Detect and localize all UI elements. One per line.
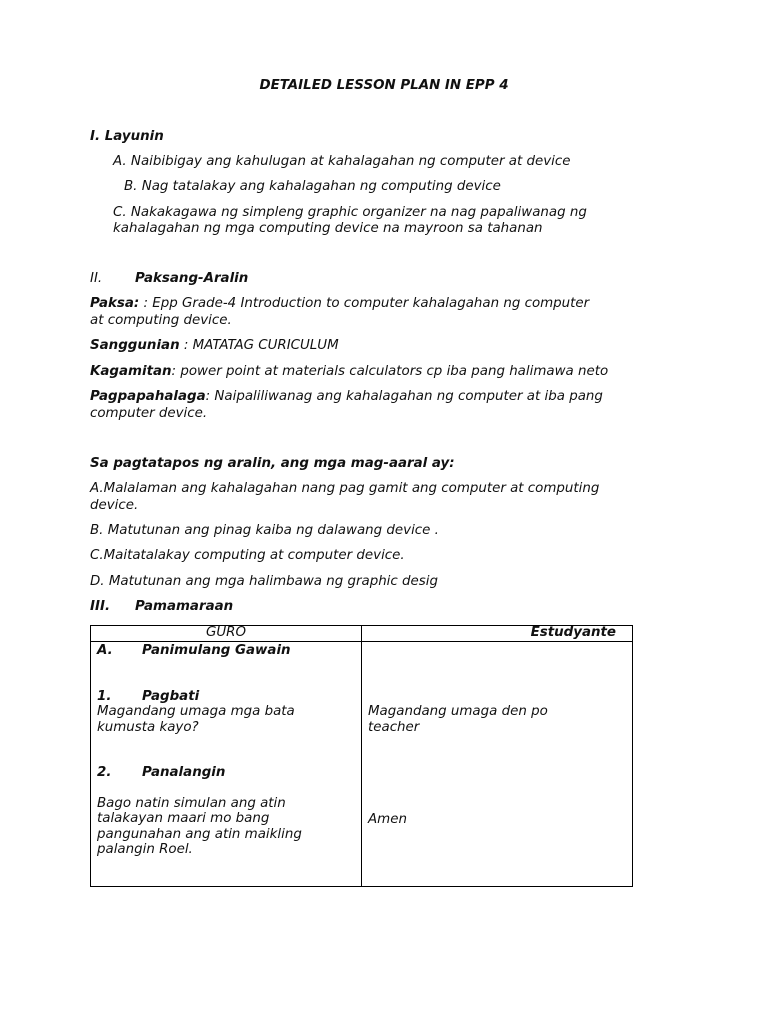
pamamaraan-numeral: III.: [90, 599, 111, 614]
layunin-item-c-cont: kahalagahan ng mga computing device na mayroon sa tahanan: [113, 221, 543, 236]
paksang-aralin-numeral: II.: [90, 271, 103, 286]
panalangin-line-3: pangunahan ang atin maikling: [97, 827, 302, 842]
objective-d: D. Matutunan ang mga halimbawa ng graphic desig: [90, 574, 438, 589]
kagamitan-line: [90, 364, 608, 380]
pagpapahalaga-line: [90, 389, 603, 405]
sanggunian-label: Sanggunian: [90, 338, 180, 353]
column-header-guro-label: GURO: [205, 625, 247, 640]
objective-b: B. Matutunan ang pinag kaiba ng dalawang device .: [90, 523, 439, 538]
pagbati-line-1: Magandang umaga mga bata: [97, 704, 295, 719]
objective-a-cont: device.: [90, 498, 139, 513]
sanggunian-value: : MATATAG CURICULUM: [179, 338, 339, 353]
document-title: DETAILED LESSON PLAN IN EPP 4: [259, 78, 509, 93]
section-a-title: Panimulang Gawain: [142, 643, 291, 658]
pagbati-number: 1.: [97, 689, 112, 704]
table-row: [91, 642, 633, 887]
layunin-item-c: C. Nakakagawa ng simpleng graphic organizer na nag papaliwanag ng: [113, 205, 587, 220]
paksa-line: [90, 296, 589, 312]
panalangin-line-4: palangin Roel.: [97, 842, 193, 857]
paksang-aralin-heading: Paksang-Aralin: [135, 271, 249, 286]
layunin-item-b: B. Nag tatalakay ang kahalagahan ng computing device: [124, 179, 501, 194]
response-greeting-line-1: Magandang umaga den po: [368, 704, 548, 719]
pagpapahalaga-line-cont: computer device.: [90, 406, 208, 421]
panalangin-title: Panalangin: [142, 765, 226, 780]
paksa-value: : Epp Grade-4 Introduction to computer kahalagahan ng computer: [139, 296, 590, 311]
section-a-label: A.: [97, 643, 113, 658]
pagpapahalaga-value: : Naipaliliwanag ang kahalagahan ng computer at iba pang: [205, 389, 603, 404]
paksa-label: Paksa:: [90, 296, 140, 311]
guro-cell: [91, 642, 362, 887]
sanggunian-line: [90, 338, 339, 354]
layunin-heading: I. Layunin: [90, 129, 164, 144]
column-header-guro: [91, 626, 362, 642]
objectives-heading: Sa pagtatapos ng aralin, ang mga mag-aaral ay:: [90, 456, 455, 471]
column-header-estudyante-label: Estudyante: [530, 625, 616, 640]
response-greeting-line-2: teacher: [368, 720, 420, 735]
panalangin-number: 2.: [97, 765, 112, 780]
kagamitan-label: Kagamitan: [90, 364, 172, 379]
response-amen: Amen: [368, 812, 407, 827]
objective-c: C.Maitatalakay computing at computer device.: [90, 548, 405, 563]
kagamitan-value: : power point at materials calculators cp iba pang halimawa neto: [171, 364, 609, 379]
panalangin-line-1: Bago natin simulan ang atin: [97, 796, 286, 811]
column-header-estudyante: [362, 626, 633, 642]
pamamaraan-heading: Pamamaraan: [135, 599, 234, 614]
pagbati-title: Pagbati: [142, 689, 200, 704]
pagbati-line-2: kumusta kayo?: [97, 720, 199, 735]
layunin-item-a: A. Naibibigay ang kahulugan at kahalagahan ng computer at device: [113, 154, 571, 169]
table-header-row: [91, 626, 633, 642]
pagpapahalaga-label: Pagpapahalaga: [90, 389, 206, 404]
procedure-table: [90, 625, 633, 887]
estudyante-cell: [362, 642, 633, 887]
objective-a: A.Malalaman ang kahalagahan nang pag gamit ang computer at computing: [90, 481, 600, 496]
paksa-line-cont: at computing device.: [90, 313, 232, 328]
panalangin-line-2: talakayan maari mo bang: [97, 811, 270, 826]
